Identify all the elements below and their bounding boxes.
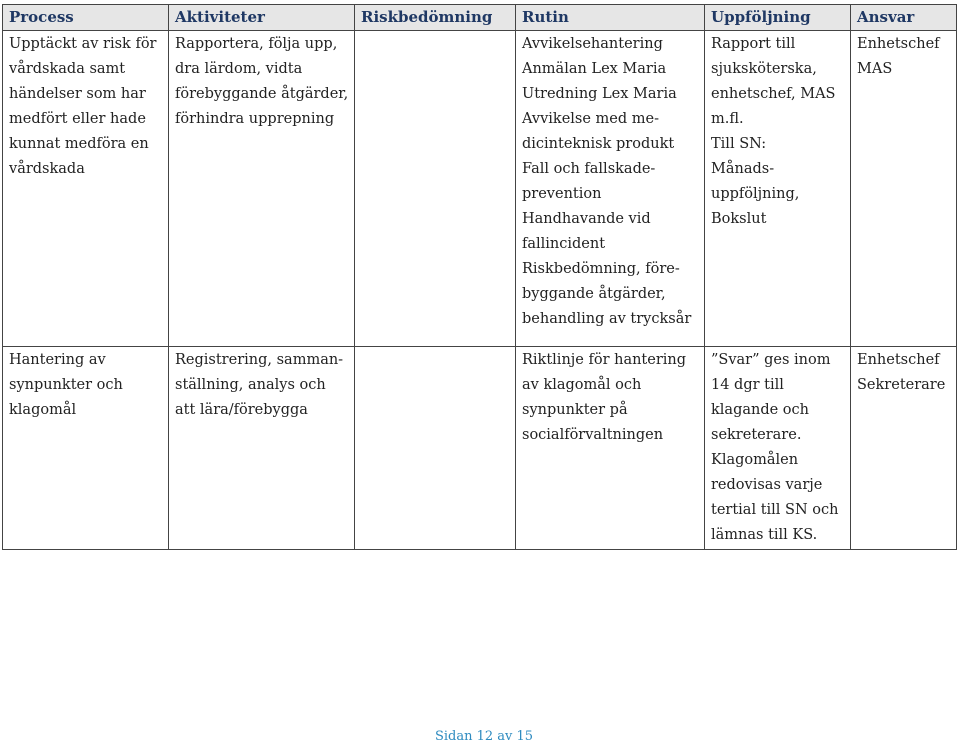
cell-text-line: synpunkter och [9, 377, 123, 393]
cell-text-line: Avvikelse med me- [522, 111, 659, 127]
cell-routine [516, 31, 705, 347]
cell-text-line: socialförvaltningen [522, 427, 664, 443]
cell-text-line: m.fl. [711, 111, 744, 127]
cell-text-line: synpunkter på [522, 402, 628, 418]
cell-text-line: uppföljning, [711, 186, 800, 202]
cell-text-line: Riskbedömning, före- [522, 261, 680, 277]
header-routine: Rutin [516, 5, 705, 31]
cell-text-line: kunnat medföra en [9, 136, 149, 152]
table-row [3, 31, 957, 347]
cell-risk-assessment [355, 31, 516, 347]
cell-text-line: Registrering, samman- [175, 352, 344, 368]
cell-text-line: lämnas till KS. [711, 527, 818, 543]
cell-text-line: av klagomål och [522, 377, 642, 393]
cell-followup [705, 31, 851, 347]
cell-text-line: Hantering av [9, 352, 106, 368]
cell-text-line: tertial till SN och [711, 502, 839, 518]
table-header-row [3, 5, 957, 31]
header-process: Process [3, 5, 169, 31]
cell-routine [516, 347, 705, 550]
header-followup: Uppföljning [705, 5, 851, 31]
cell-text-line: sjuksköterska, [711, 61, 817, 77]
cell-text-line: Anmälan Lex Maria [522, 61, 667, 77]
cell-text-line: dicinteknisk produkt [522, 136, 675, 152]
cell-text-line: Enhetschef [857, 352, 940, 368]
header-activities: Aktiviteter [169, 5, 355, 31]
cell-text-line: byggande åtgärder, [522, 286, 666, 302]
cell-followup [705, 347, 851, 550]
cell-text-line: MAS [857, 61, 893, 77]
cell-activities [169, 347, 355, 550]
table-row [3, 347, 957, 550]
cell-text-line: 14 dgr till [711, 377, 784, 393]
cell-text-line: prevention [522, 186, 602, 202]
page-number: Sidan 12 av 15 [434, 729, 534, 744]
cell-text-line: Utredning Lex Maria [522, 86, 677, 102]
cell-risk-assessment [355, 347, 516, 550]
cell-text-line: Handhavande vid [522, 211, 651, 227]
cell-text-line: klagande och [711, 402, 809, 418]
cell-text-line: Klagomålen [711, 452, 799, 468]
cell-process [3, 31, 169, 347]
cell-text-line: enhetschef, MAS [711, 86, 836, 102]
cell-text-line: sekreterare. [711, 427, 802, 443]
cell-text-line: Enhetschef [857, 36, 940, 52]
header-responsible: Ansvar [851, 5, 957, 31]
cell-text-line: Rapportera, följa upp, [175, 36, 338, 52]
cell-text-line: händelser som har [9, 86, 146, 102]
cell-responsible [851, 347, 957, 550]
header-risk-assessment: Riskbedömning [355, 5, 516, 31]
cell-text-line: ”Svar” ges inom [711, 352, 831, 368]
cell-text-line: Månads- [711, 161, 775, 177]
cell-responsible [851, 31, 957, 347]
cell-activities [169, 31, 355, 347]
cell-text-line: Riktlinje för hantering [522, 352, 687, 368]
cell-text-line: Fall och fallskade- [522, 161, 656, 177]
cell-process [3, 347, 169, 550]
cell-text-line: ställning, analys och [175, 377, 326, 393]
cell-text-line: Rapport till [711, 36, 796, 52]
cell-text-line: Bokslut [711, 211, 767, 227]
cell-text-line: Sekreterare [857, 377, 946, 393]
cell-text-line: Avvikelsehantering [522, 36, 663, 52]
cell-text-line: vårdskada samt [9, 61, 126, 77]
cell-text-line: Upptäckt av risk för [9, 36, 157, 52]
cell-text-line: Till SN: [711, 136, 767, 152]
cell-text-line: fallincident [522, 236, 606, 252]
cell-text-line: medfört eller hade [9, 111, 146, 127]
cell-text-line: att lära/förebygga [175, 402, 308, 418]
cell-text-line: vårdskada [9, 161, 85, 177]
cell-text-line: förhindra upprepning [175, 111, 335, 127]
process-table [2, 4, 957, 550]
cell-text-line: klagomål [9, 402, 77, 418]
cell-text-line: förebyggande åtgärder, [175, 86, 349, 102]
cell-text-line: behandling av trycksår [522, 311, 692, 327]
cell-text-line: dra lärdom, vidta [175, 61, 303, 77]
cell-text-line: redovisas varje [711, 477, 823, 493]
